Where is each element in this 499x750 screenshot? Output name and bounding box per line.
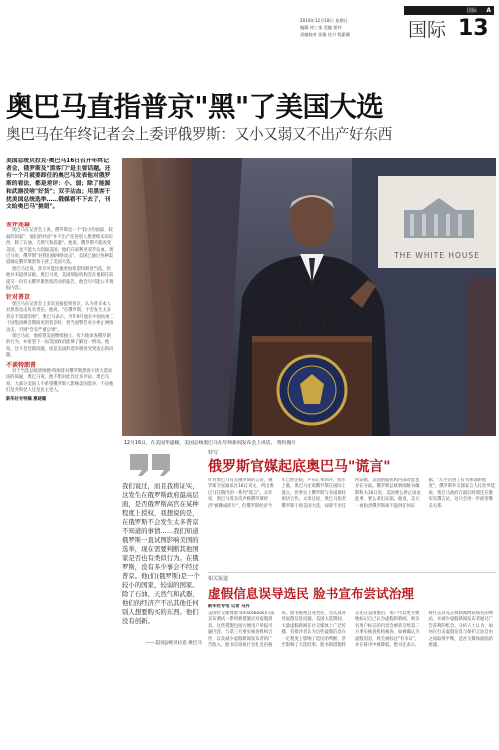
masthead-proof: 责编校对 苗俊 任兴 程素颖: [300, 32, 351, 37]
masthead-date: 2016年12月18日 星期日: [300, 18, 348, 23]
col1-para-2: 奥巴马还说，普京可能比他更加希望特朗普当选，但他并未提供证据。奥巴马说，美国情报机构会在他卸任前提交一份有关俄罗斯黑客活动的报告，他会尽可能公开情报内容。: [6, 266, 114, 292]
press-photo: [122, 158, 496, 436]
page-letter: A: [486, 7, 491, 14]
subhead-2: 针对普京: [6, 294, 31, 302]
photo-caption: 12月16日，在美国华盛顿，美国总统奥巴马在年终新闻发布会上讲话。 资料图片: [124, 441, 297, 446]
masthead: [300, 6, 494, 46]
article2-body: 针对奥巴马有关俄罗斯的言论，俄罗斯卫星通讯社16日刊文，列出奥巴马任期内的一系列"谎言"。文章说，奥巴马曾多次声称俄罗斯经济"被撕成碎片"，但俄罗斯经济今年已经企稳，卢布汇率回升，股市上涨。奥巴马还说俄罗斯在国际上孤立，但事实上俄罗斯与多国保持密切合作。文章还说，奥巴马指责俄罗斯干预美国大选，却拿不出任何证据，美国情报机构内部对此也存在分歧。俄罗斯总统新闻秘书佩斯科夫16日说，美国要么停止谈论此事，要么拿出证据。他说，美方一再指责俄罗斯却不提供任何证据，"几乎达到了有失体面的程度"。俄罗斯外交部发言人扎哈罗娃说，奥巴马政府在最后时刻还在散布反俄言论，这只会进一步损害俄美关系。: [208, 478, 495, 509]
divider-line: [208, 572, 496, 573]
col1-para-4: 奥巴马说，他希望美国继续独立、有力地审查俄罗斯的行为，并希望下一届美国政府能够了解这一情况。他说，这不是党派问题，而是美国的选举制度受到攻击的问题。: [6, 333, 114, 359]
page-number: 13: [458, 16, 489, 41]
quote-text: 我们说过，而且我将证实，这发生在俄罗斯政府最高层面，是否俄罗斯高官在某种程度上授权，我想说的是，在俄罗斯不会发生太多普京不知道的事情……我们知道俄罗斯一直试图影响美国的选举，现在需要判断其他国家是否也有类似行为。在俄罗斯，没有多少事会不经过普京。他(们(俄罗斯)是一个较小的国家，较弱的国家。除了石油、天然气和武器，他们的经济产不出其他任何别人想要购买的东西。他们没有创新。: [122, 482, 200, 625]
column-left: [6, 222, 114, 728]
article3-body: 美国社交媒体脸书(Facebook)日前宣布测试一系列新措施应对虚假消息，这些措施包括方便用户举报可疑内容、与第三方事实核查机构合作，以及减少虚假新闻发布者的广告收入。脸书首席执行官扎克伯格说，脸书重视自身责任，会认真对待虚假信息问题。美国大选期间，大量虚假新闻在社交媒体上广泛传播，有批评者认为这些虚假信息在一定程度上影响了选民的判断，甚至影响了大选结果。脸书新措施将首先在美国推出，用户可以更方便地标记自己认为虚假的新闻，被多名用户标记的内容会被转交给第三方事实核查机构核查，如被确认为虚假消息，将会被标注"有争议"，并在排序中被降低。脸书还表示，将打击冒充正规新闻网站域名的网站，并减少虚假新闻发布者通过广告获利的机会。分析人士认为，如何在打击虚假信息与保护言论自由之间取得平衡，是社交媒体面临的难题。: [208, 611, 493, 649]
col1-para-1: 奥巴马在记者会上说，俄罗斯是一个"较小的国家、较弱的国家"，他们的经济"并不出产任何别人想要购买的东西，除了石油、天然气和武器"。他说，俄罗斯不能改变美国，也不能大大削弱美国，他们在叙利亚双手沾血。奥巴马说，俄罗斯"对我们搞网络攻击"，美国已通过各种渠道确定俄罗斯黑客干扰了美国大选。: [6, 228, 114, 266]
col1-para-5: 对于当选总统唐纳德·特朗普对俄罗斯黑客干扰大选说法的质疑，奥巴马说，他不想对此作过多评论。奥巴马说，大部分美国人不希望俄罗斯人影响美国选举，不论他们是共和党人还是民主党人。: [6, 368, 114, 394]
section-tag: 国际: [466, 8, 477, 14]
article3-title: 虚假信息误导选民 脸书宣布尝试治理: [208, 586, 414, 601]
headline: 奥巴马直指普京"黑"了美国大选: [6, 91, 384, 123]
col1-para-3: 奥巴马在记者会上多次直接提到普京，认为普京本人对黑客攻击负有责任。他说，"在俄罗斯，不会发生太多普京不知道的事"。奥巴马表示，今年9月他在中国杭州二十国集团峰会期间见到普京时，曾当面警告对方停止网络攻击，否则"会有严重后果"。: [6, 301, 114, 333]
subhead-3: 不谈特朗普: [6, 361, 37, 369]
photo-illustration: [122, 158, 496, 436]
masthead-editor: 编辑 祁三金 美编 要玲: [300, 25, 342, 30]
col1-byline: 新华社专特稿 惠晓霜: [6, 396, 47, 402]
white-house-sign: THE WHITE HOUSE: [394, 251, 480, 260]
article3-kicker: 相关报道: [208, 576, 229, 582]
quote-attribution: ——美国总统贝拉克·奥巴马: [145, 641, 202, 646]
article3-byline: 新华社专电 记者 马丹: [208, 604, 250, 609]
section-title: 国际: [408, 19, 447, 41]
lead-paragraph: 美国总统贝拉克·奥巴马16日召开年终记者会，俄罗斯及"黑客门"是主要话题。还有一个月就要卸任的奥巴马发表他对俄罗斯的看法，都是差评：小、弱；除了能源和武器没啥"好货"；双手沾血；用黑客干扰美国总统选举……俄媒看不下去了，刊文给奥巴马"挑错"。: [6, 158, 111, 211]
section-label-bar: [404, 6, 494, 15]
quote-block: [122, 452, 202, 646]
article2-kicker: 特写: [208, 450, 219, 456]
quote-mark-icon: [128, 452, 174, 478]
article2-title: 俄罗斯官媒起底奥巴马"谎言": [208, 459, 391, 475]
subhead-1: 差评连篇: [6, 222, 31, 228]
subheadline: 奥巴马在年终记者会上委评俄罗斯：又小又弱又不出产好东西: [6, 126, 392, 143]
